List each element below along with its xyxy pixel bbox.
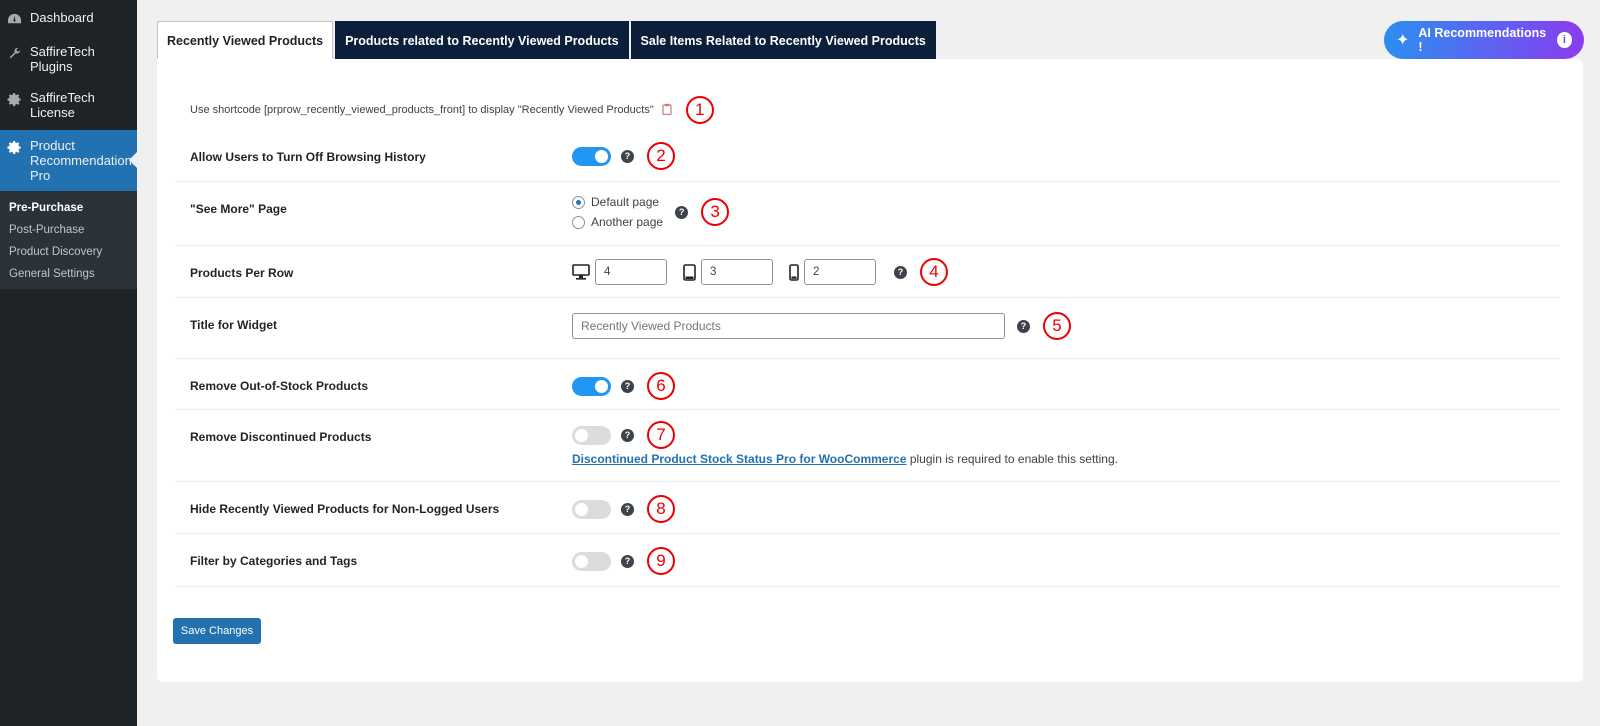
plugin-required-note bbox=[572, 452, 1118, 466]
help-icon[interactable]: ? bbox=[621, 150, 634, 163]
sidebar-submenu bbox=[0, 191, 137, 289]
marker-1: 1 bbox=[686, 96, 714, 124]
tab-bar bbox=[157, 21, 936, 60]
browsing-history-toggle[interactable] bbox=[572, 147, 611, 166]
sidebar-item-label: SaffireTech License bbox=[30, 90, 95, 120]
shortcode-text: Use shortcode [prprow_recently_viewed_products_front] to display "Recently Viewed Products" bbox=[190, 104, 654, 116]
note-text: plugin is required to enable this setting. bbox=[906, 452, 1118, 466]
wrench-icon bbox=[6, 45, 22, 61]
setting-row-per-row bbox=[175, 246, 1560, 298]
sidebar-item-label: SaffireTech Plugins bbox=[30, 44, 95, 74]
desktop-per-row bbox=[572, 259, 667, 285]
mobile-icon bbox=[789, 264, 799, 281]
discontinued-toggle[interactable] bbox=[572, 426, 611, 445]
ai-button-label: AI Recommendations ! bbox=[1418, 26, 1547, 54]
dashboard-icon bbox=[6, 11, 22, 27]
setting-label: Allow Users to Turn Off Browsing History bbox=[190, 150, 426, 164]
admin-sidebar bbox=[0, 0, 137, 726]
widget-title-input[interactable] bbox=[572, 313, 1005, 339]
info-icon: i bbox=[1557, 32, 1572, 48]
tab-related-products[interactable]: Products related to Recently Viewed Products bbox=[335, 21, 628, 60]
tablet-icon bbox=[683, 264, 696, 281]
setting-label: "See More" Page bbox=[190, 202, 287, 216]
setting-label: Title for Widget bbox=[190, 318, 277, 332]
submenu-product-discovery[interactable]: Product Discovery bbox=[9, 246, 103, 258]
marker-2: 2 bbox=[647, 142, 675, 170]
setting-label: Hide Recently Viewed Products for Non-Logged Users bbox=[190, 502, 500, 516]
help-icon[interactable]: ? bbox=[621, 555, 634, 568]
help-icon[interactable]: ? bbox=[621, 503, 634, 516]
help-icon[interactable]: ? bbox=[894, 266, 907, 279]
marker-6: 6 bbox=[647, 372, 675, 400]
out-of-stock-toggle[interactable] bbox=[572, 377, 611, 396]
sidebar-item-saffiretech-license[interactable] bbox=[0, 82, 137, 128]
help-icon[interactable]: ? bbox=[621, 380, 634, 393]
marker-5: 5 bbox=[1043, 312, 1071, 340]
marker-3: 3 bbox=[701, 198, 729, 226]
setting-label: Filter by Categories and Tags bbox=[190, 554, 358, 568]
clipboard-icon[interactable] bbox=[662, 103, 672, 118]
mobile-per-row bbox=[789, 259, 876, 285]
setting-label: Products Per Row bbox=[190, 266, 294, 280]
discontinued-plugin-link[interactable]: Discontinued Product Stock Status Pro for WooCommerce bbox=[572, 452, 907, 466]
marker-4: 4 bbox=[920, 258, 948, 286]
see-more-radio-group bbox=[572, 195, 663, 229]
help-icon[interactable]: ? bbox=[675, 206, 688, 219]
desktop-icon bbox=[572, 264, 590, 280]
setting-row-non-logged bbox=[175, 482, 1560, 534]
mobile-per-row-input[interactable] bbox=[804, 259, 876, 285]
setting-row-see-more bbox=[175, 182, 1560, 246]
gear-icon bbox=[6, 139, 22, 155]
setting-row-widget-title bbox=[175, 298, 1560, 359]
ai-recommendations-button[interactable] bbox=[1384, 21, 1584, 59]
setting-row-out-of-stock bbox=[175, 359, 1560, 410]
sidebar-item-label: Dashboard bbox=[30, 10, 94, 25]
filter-toggle[interactable] bbox=[572, 552, 611, 571]
marker-7: 7 bbox=[647, 421, 675, 449]
gear-icon bbox=[6, 91, 22, 107]
marker-8: 8 bbox=[647, 495, 675, 523]
desktop-per-row-input[interactable] bbox=[595, 259, 667, 285]
radio-another-page[interactable] bbox=[572, 215, 663, 229]
settings-panel bbox=[157, 59, 1583, 682]
tab-sale-items[interactable]: Sale Items Related to Recently Viewed Products bbox=[631, 21, 936, 60]
tablet-per-row-input[interactable] bbox=[701, 259, 773, 285]
non-logged-toggle[interactable] bbox=[572, 500, 611, 519]
help-icon[interactable]: ? bbox=[621, 429, 634, 442]
sidebar-item-label: Product Recommendations Pro bbox=[30, 138, 139, 183]
tablet-per-row bbox=[683, 259, 773, 285]
sidebar-item-product-recommendations-pro[interactable] bbox=[0, 130, 137, 191]
setting-row-browsing-history bbox=[175, 127, 1560, 182]
sparkle-icon: ✦ bbox=[1396, 32, 1410, 49]
radio-label: Default page bbox=[591, 195, 660, 209]
submenu-pre-purchase[interactable]: Pre-Purchase bbox=[9, 202, 84, 214]
tab-recently-viewed[interactable]: Recently Viewed Products bbox=[157, 21, 333, 60]
radio-label: Another page bbox=[591, 215, 664, 229]
help-icon[interactable]: ? bbox=[1017, 320, 1030, 333]
marker-9: 9 bbox=[647, 547, 675, 575]
setting-row-discontinued bbox=[175, 410, 1560, 482]
setting-row-filter bbox=[175, 534, 1560, 587]
save-changes-button[interactable]: Save Changes bbox=[173, 618, 261, 644]
radio-default-page[interactable] bbox=[572, 195, 663, 209]
sidebar-item-saffiretech-plugins[interactable] bbox=[0, 35, 137, 82]
submenu-general-settings[interactable]: General Settings bbox=[9, 268, 95, 280]
setting-label: Remove Out-of-Stock Products bbox=[190, 379, 369, 393]
sidebar-item-dashboard[interactable] bbox=[0, 0, 137, 35]
submenu-post-purchase[interactable]: Post-Purchase bbox=[9, 224, 85, 236]
shortcode-note bbox=[190, 96, 714, 124]
setting-label: Remove Discontinued Products bbox=[190, 430, 372, 444]
